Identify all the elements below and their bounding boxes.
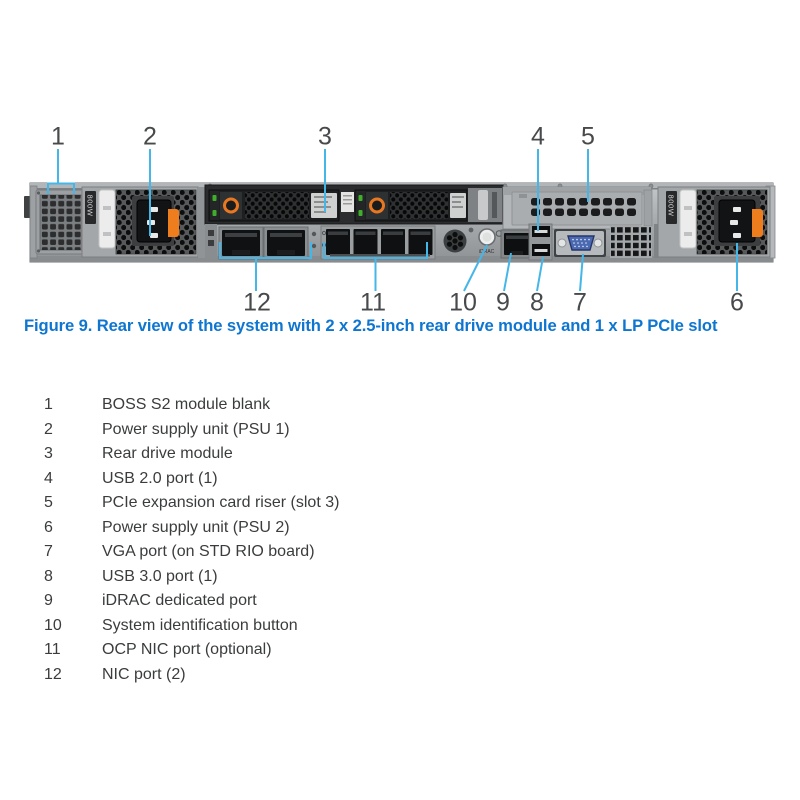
usb2-port [532,226,550,237]
vga-connector [568,236,594,250]
callout-number-5: 5 [581,122,595,151]
psu2-release-tab [752,209,763,237]
drive1-activity-led [213,210,217,216]
legend-number: 2 [44,420,53,438]
legend-row [0,516,800,541]
idrac-port-label: iDRAC [479,249,495,255]
callout-number-4: 4 [531,122,545,151]
legend-number: 7 [44,543,53,561]
riser-filler-bracket [512,192,642,225]
psu2-handle [680,190,696,248]
drive2-release-ring [371,199,384,212]
nic-port-1 [219,227,263,259]
legend-number: 4 [44,469,53,487]
legend-number: 1 [44,396,53,414]
legend-row [0,442,800,467]
vga-screw-left [558,239,566,247]
legend-number: 12 [44,665,62,683]
drive2-activity-led [359,210,363,216]
vga-port [554,229,606,257]
legend-row [0,540,800,565]
legend-row [0,565,800,590]
legend-row [0,418,800,443]
legend-row [0,589,800,614]
legend-description: USB 3.0 port (1) [102,567,218,585]
drive1-release-ring [225,199,238,212]
callout-number-9: 9 [496,288,510,317]
callout-number-6: 6 [730,288,744,317]
legend-row [0,614,800,639]
drive-carrier-1 [209,190,339,221]
legend-number: 8 [44,567,53,585]
legend [0,393,800,687]
idrac-port [501,230,533,258]
psu2-wattage-text: 800W [666,194,676,217]
psu1-handle [99,190,115,248]
legend-row [0,393,800,418]
round-vent-cluster [444,230,467,253]
psu1 [82,187,198,257]
legend-description: Power supply unit (PSU 2) [102,518,290,536]
callout-number-10: 10 [449,288,477,317]
legend-description: iDRAC dedicated port [102,592,257,610]
callout-number-2: 2 [143,122,157,151]
callout-number-1: 1 [51,122,65,151]
legend-number: 6 [44,518,53,536]
ocp-nic-ports [321,226,435,259]
legend-row [0,638,800,663]
legend-description: USB 2.0 port (1) [102,469,218,487]
legend-number: 10 [44,616,62,634]
callout-number-3: 3 [318,122,332,151]
legend-description: VGA port (on STD RIO board) [102,543,315,561]
legend-description: PCIe expansion card riser (slot 3) [102,494,340,512]
rear-io-band [205,224,658,260]
psu2 [658,187,770,257]
drive2-status-led [359,195,363,201]
square-vent-grid [610,226,652,258]
nic-port-2 [264,227,308,259]
callout-number-8: 8 [530,288,544,317]
callout-number-7: 7 [573,288,587,317]
legend-description: NIC port (2) [102,665,186,683]
legend-description: System identification button [102,616,298,634]
drive1-status-led [213,195,217,201]
legend-number: 9 [44,592,53,610]
legend-description: OCP NIC port (optional) [102,641,272,659]
psu1-wattage-text: 800W [85,194,95,217]
legend-description: Power supply unit (PSU 1) [102,420,290,438]
usb3-port [532,244,550,256]
legend-number: 5 [44,494,53,512]
pcie-riser [503,187,652,229]
legend-description: Rear drive module [102,445,233,463]
usb-port-stack [529,224,552,260]
legend-row [0,491,800,516]
legend-description: BOSS S2 module blank [102,396,271,414]
rear-drive-module [205,185,503,224]
legend-number: 11 [44,641,61,659]
figure-caption: Figure 9. Rear view of the system with 2 x 2.5-inch rear drive module and 1 x LP PCIe slot [24,316,718,335]
legend-row [0,467,800,492]
callout-number-11: 11 [360,288,386,317]
legend-number: 3 [44,445,53,463]
legend-row [0,663,800,688]
vga-screw-right [594,239,602,247]
server-rear-illustration [0,0,800,340]
callout-number-12: 12 [243,288,271,317]
drive-carrier-2 [355,190,467,221]
psu1-release-tab [168,209,179,237]
